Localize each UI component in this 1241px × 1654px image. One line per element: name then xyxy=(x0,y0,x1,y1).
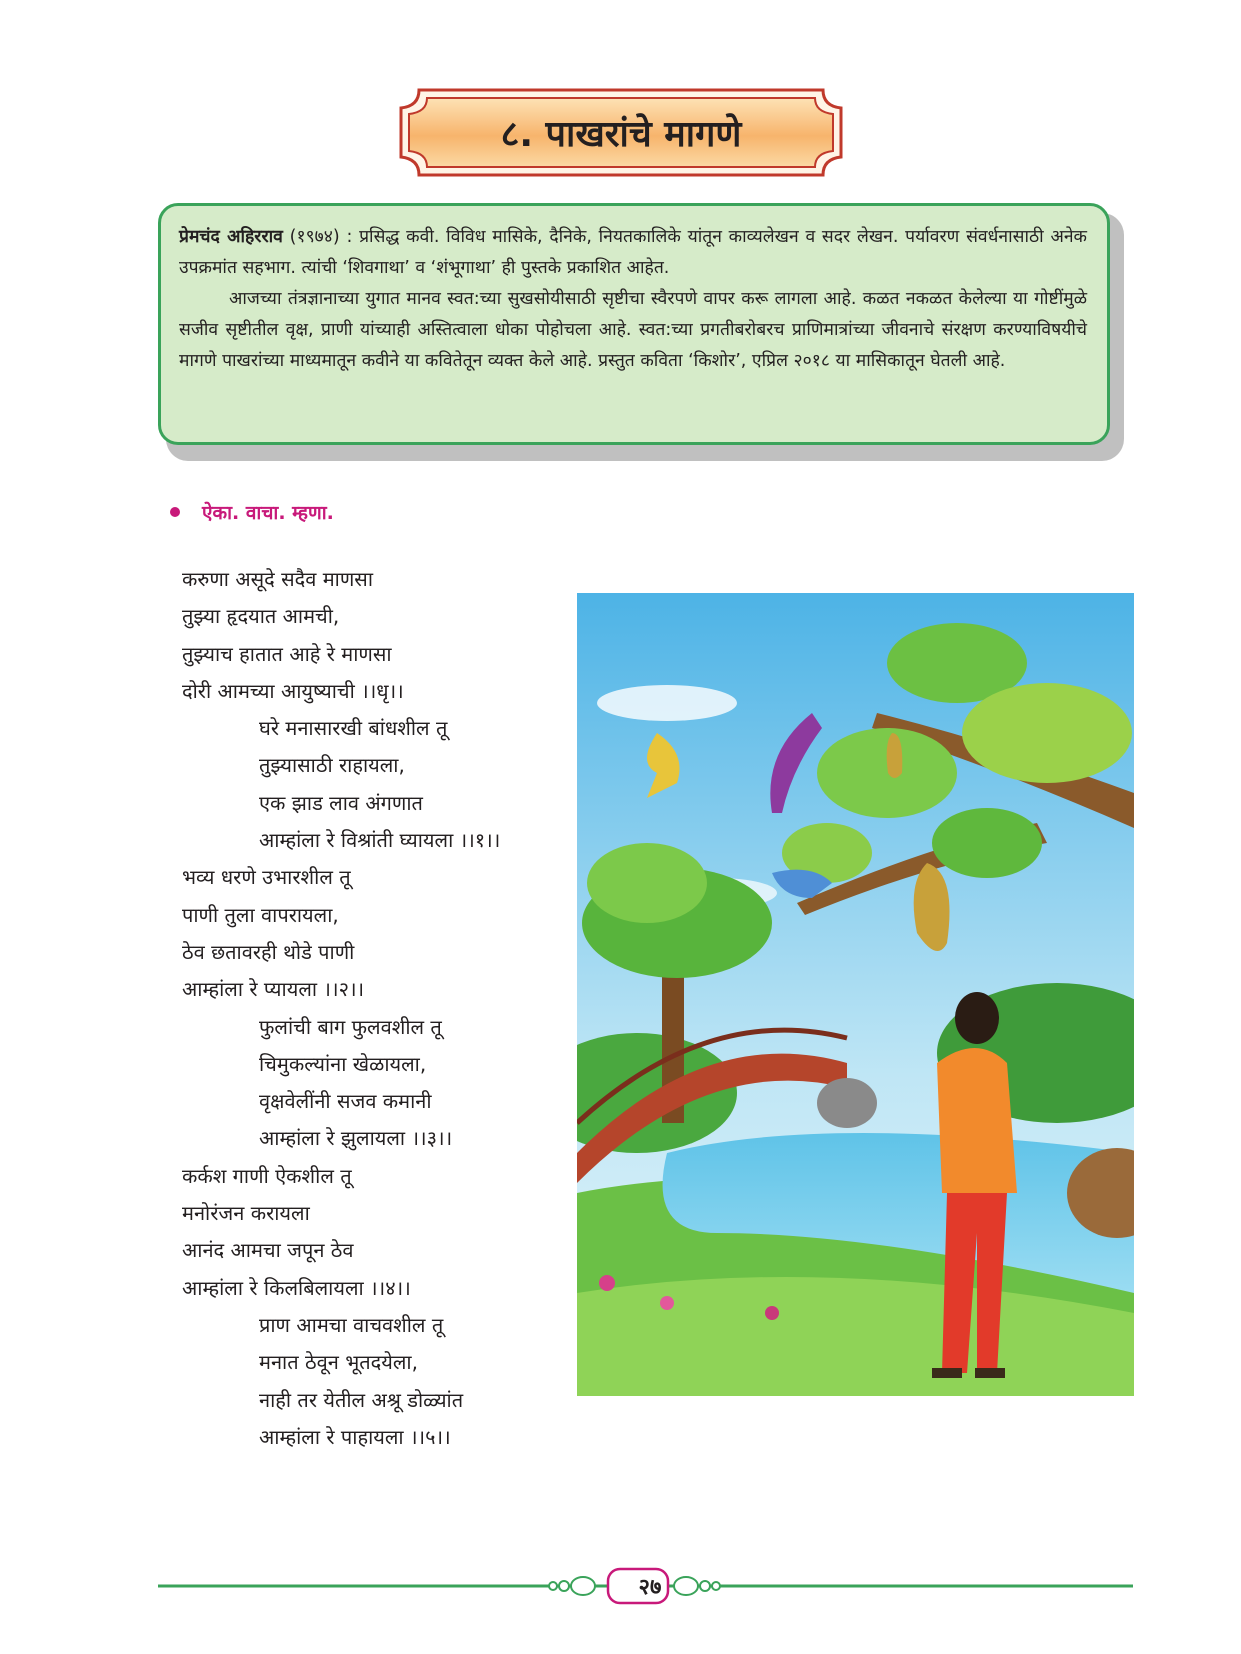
poem-line: मनोरंजन करायला xyxy=(182,1201,310,1226)
poem-line: तुझ्यासाठी राहायला, xyxy=(259,753,405,778)
poem-line: आम्हांला रे विश्रांती घ्यायला ।।१।। xyxy=(259,828,501,853)
poem-line: तुझ्या हृदयात आमची, xyxy=(182,604,340,629)
poem-line: आम्हांला रे झुलायला ।।३।। xyxy=(259,1126,453,1151)
poem-line: करुणा असूदे सदैव माणसा xyxy=(182,567,374,591)
poem-line: एक झाड लाव अंगणात xyxy=(259,790,423,815)
illustration xyxy=(577,593,1134,1396)
section-heading xyxy=(170,499,334,525)
page-title: ८. पाखरांचे मागणे xyxy=(500,114,742,155)
poem-summary: आजच्या तंत्रज्ञानाच्या युगात मानव स्वत:च्या सुखसोयीसाठी सृष्टीचा स्वैरपणे वापर करू लागला आहे. कळत नकळत केलेल्या या गोष्टींमुळे सजीव सृष्टीतील वृक्ष, प्राणी यांच्याही अस्तित्वाला धोका पोहोचला आहे. स्वत:च्या प्रगतीबरोबरच प्राणिमात्रांच्या जीवनाचे संरक्षण करण्याविषयीचे मागणे पाखरांच्या माध्यमातून कवीने या कवितेतून व्यक्त केले आहे. प्रस्तुत कविता ‘किशोर’, एप्रिल २०१८ या मासिकातून घेतली आहे. xyxy=(179,289,1087,371)
poem-line: कर्कश गाणी ऐकशील तू xyxy=(182,1163,352,1188)
poem-line: फुलांची बाग फुलवशील तू xyxy=(259,1014,442,1039)
poem-line: तुझ्याच हातात आहे रे माणसा xyxy=(182,641,392,666)
poem xyxy=(182,561,500,1456)
poem-line: आम्हांला रे किलबिलायला ।।४।। xyxy=(182,1275,411,1300)
intro-box xyxy=(158,203,1110,445)
poem-line: दोरी आमच्या आयुष्याची ।।धृ।। xyxy=(182,678,404,703)
poem-line: ठेव छतावरही थोडे पाणी xyxy=(182,939,355,964)
poem-line: मनात ठेवून भूतदयेला, xyxy=(259,1350,418,1375)
poem-line: प्राण आमचा वाचवशील तू xyxy=(259,1312,444,1337)
page-number: २७ xyxy=(638,1575,662,1600)
title-banner xyxy=(397,86,845,179)
section-heading-text: ऐका. वाचा. म्हणा. xyxy=(202,502,334,524)
poem-line: आनंद आमचा जपून ठेव xyxy=(182,1238,354,1263)
poet-bio xyxy=(179,222,1087,284)
poem-line: आम्हांला रे पाहायला ।।५।। xyxy=(259,1424,451,1449)
poem-line: चिमुकल्यांना खेळायला, xyxy=(259,1051,427,1076)
poem-line: भव्य धरणे उभारशील तू xyxy=(182,865,351,890)
poem-line: वृक्षवेलींनी सजव कमानी xyxy=(259,1089,432,1114)
poem-line: घरे मनासारखी बांधशील तू xyxy=(259,716,448,741)
poem-line: आम्हांला रे प्यायला ।।२।। xyxy=(182,977,365,1002)
bullet-icon xyxy=(170,507,180,517)
poet-name: प्रेमचंद अहिरराव xyxy=(179,227,283,247)
poem-line: नाही तर येतील अश्रू डोळ्यांत xyxy=(259,1387,464,1412)
poem-line: पाणी तुला वापरायला, xyxy=(182,902,339,927)
boy-watching-birds-icon xyxy=(577,593,1134,1396)
poet-bio-text: (१९७४) : प्रसिद्ध कवी. विविध मासिके, दैनिके, नियतकालिके यांतून काव्यलेखन व सदर लेखन. पर्यावरण संवर्धनासाठी अनेक उपक्रमांत सहभाग. त्यांची ‘शिवगाथा’ व ‘शंभूगाथा’ ही पुस्तके प्रकाशित आहेत. xyxy=(179,227,1087,278)
